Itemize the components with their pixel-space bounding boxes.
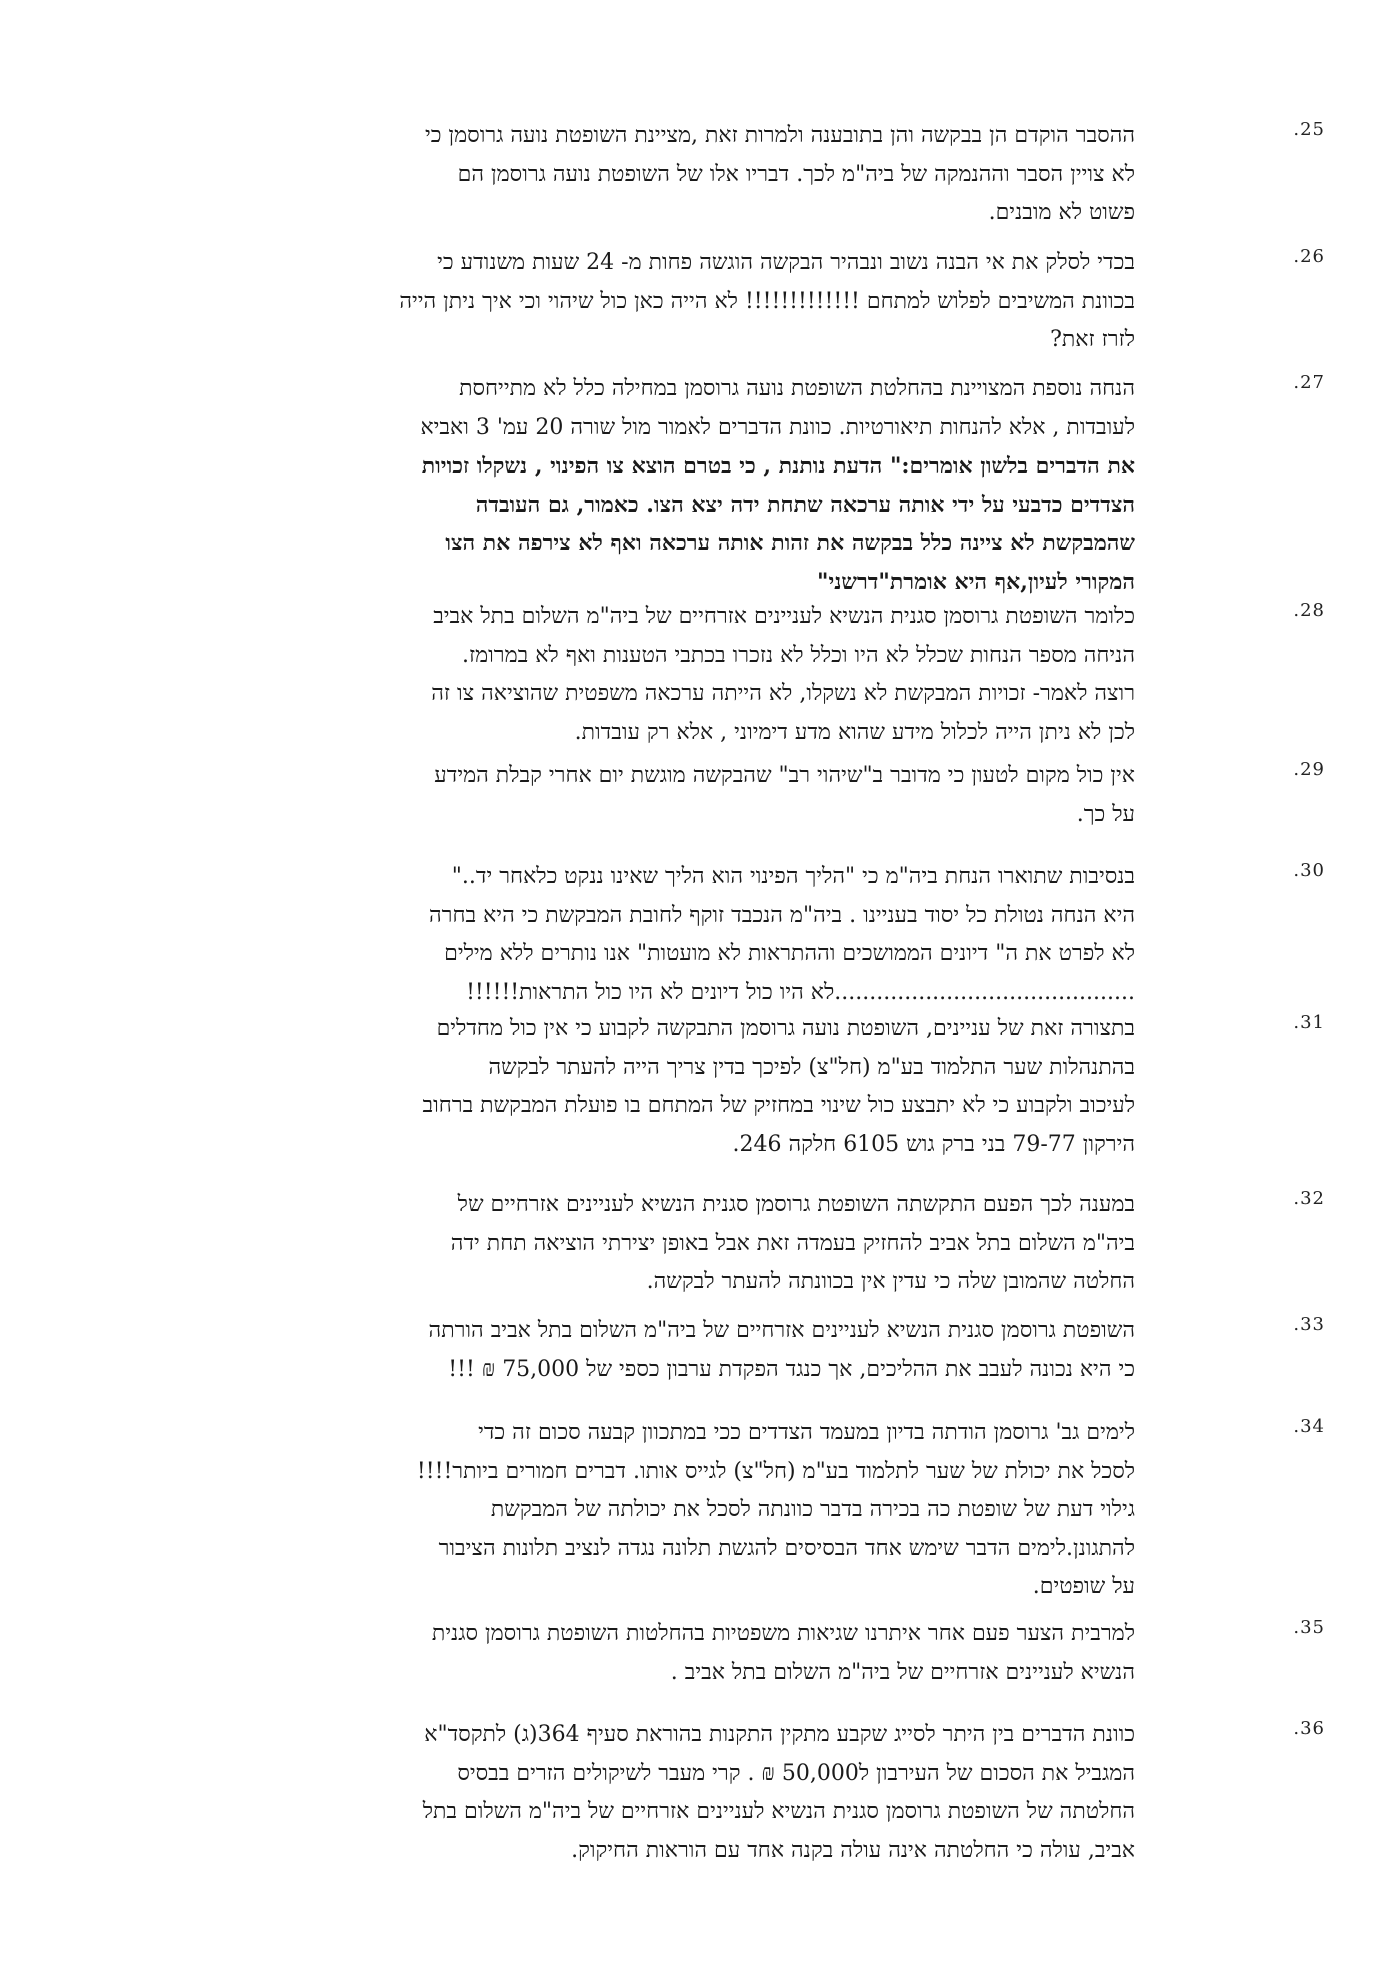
paragraph-text [205,1010,1135,1164]
paragraph-number: .25 [1293,119,1325,140]
text-line: כי היא נכונה לעבב את ההליכים, אך כנגד הפקדת ערבון כספי של 75,000 ₪ !!! [448,1356,1135,1382]
text-line: כוונת הדברים בין היתר לסייג שקבע מתקין התקנות בהוראת סעיף 364(ג) לתקסד"א [424,1722,1135,1747]
paragraph-number: .36 [1293,1718,1325,1739]
paragraph-text [205,757,1135,834]
paragraph-text [205,598,1135,752]
text-line: לכן לא ניתן הייה לכלול מידע שהוא מדע דימיוני , אלא רק עובדות. [574,719,1135,745]
paragraph-number: .32 [1293,1188,1325,1209]
text-line: בהתנהלות שער התלמוד בע"מ (חל"צ) לפיכך בדין צריך הייה להעתר לבקשה [488,1054,1135,1080]
text-line: הירקון 79-77 בני ברק גוש 6105 חלקה 246. [732,1131,1135,1157]
text-line: על שופטים. [1032,1574,1135,1599]
text-line: המגביל את הסכום של העירבון ל50,000 ₪ . קרי מעבר לשיקולים הזרים בבסיס [457,1760,1135,1786]
text-line: שהמבקשת לא ציינה כלל בבקשה את זהות אותה ערכאה ואף לא צירפה את הצו [445,530,1135,556]
text-line: ביה"מ השלום בתל אביב להחזיק בעמדה זאת אבל באופן יצירתי הוציאה תחת ידה [450,1230,1135,1256]
text-line: הניחה מספר הנחות שכלל לא היו וכלל לא נזכרו בכתבי הטענות ואף לא במרומז. [461,642,1135,668]
paragraph-number: .34 [1293,1416,1325,1437]
text-line: את הדברים בלשון אומרים:" הדעת נותנת , כי בטרם הוצא צו הפינוי , נשקלו זכויות [421,453,1135,479]
text-line: על כך. [1076,801,1135,827]
paragraph-text [205,858,1135,1012]
text-line: גילוי דעת של שופטת כה בכירה בדבר כוונתה לסכל את יכולתה של המבקשת [490,1497,1135,1522]
text-line: החלטה שהמובן שלה כי עדין אין בכוונתה להעתר לבקשה. [646,1269,1135,1294]
paragraph-number: .35 [1293,1617,1325,1638]
paragraph-number: .28 [1293,600,1325,621]
paragraph-number: .33 [1293,1314,1325,1335]
text-line: לעיכוב ולקבוע כי לא יתבצע כול שינוי במחזיק של המתחם בו פועלת המבקשת ברחוב [422,1093,1135,1118]
paragraph-text [205,244,1135,360]
text-line: כלומר השופטת גרוסמן סגנית הנשיא לעניינים אזרחיים של ביה"מ השלום בתל אביב [433,604,1135,629]
paragraph-number: .27 [1293,372,1325,393]
text-line: למרבית הצער פעם אחר איתרנו שגיאות משפטיות בהחלטות השופטת גרוסמן סגנית [431,1621,1135,1646]
text-line: השופטת גרוסמן סגנית הנשיא לעניינים אזרחיים של ביה"מ השלום בתל אביב הורתה [428,1318,1135,1343]
text-line: בתצורה זאת של עניינים, השופטת נועה גרוסמן התבקשה לקבוע כי אין כול מחדלים [436,1016,1135,1041]
text-line: אין כול מקום לטעון כי מדובר ב"שיהוי רב" שהבקשה מוגשת יום אחרי קבלת המידע [434,763,1135,788]
paragraph-text [205,370,1135,601]
text-line: רוצה לאמר- זכויות המבקשת לא נשקלו, לא הייתה ערכאה משפטית שהוציאה צו זה [431,681,1135,706]
text-line: פשוט לא מובנים. [988,200,1135,225]
text-line: לעובדות , אלא להנחות תיאורטיות. כוונת הדברים לאמור מול שורה 20 עמ' 3 ואביא [420,414,1135,440]
paragraph-text [205,1414,1135,1607]
text-line: להתגונן.לימים הדבר שימש אחד הבסיסים להגשת תלונה נגדה לנציב תלונות הציבור [438,1535,1135,1561]
text-line: ...........................................לא היו כול דיונים לא היו כול התראות!!!!!! [466,979,1135,1005]
text-line: לא לפרט את ה" דיונים הממושכים וההתראות לא מועטות" אנו נותרים ללא מילים [444,941,1135,966]
text-line: המקורי לעיון,אף היא אומרת"דרשני" [817,568,1135,595]
paragraph-text [205,1716,1135,1870]
paragraph-number: .26 [1293,246,1325,267]
text-line: בכוונת המשיבים לפלוש למתחם !!!!!!!!!!!!! לא הייה כאן כול שיהוי וכי איך ניתן הייה [399,288,1135,314]
text-line: במענה לכך הפעם התקשתה השופטת גרוסמן סגנית הנשיא לעניינים אזרחיים של [457,1192,1135,1217]
text-line: הנשיא לעניינים אזרחיים של ביה"מ השלום בתל אביב . [670,1659,1135,1685]
paragraph-text [205,117,1135,233]
paragraph-number: .30 [1293,860,1325,881]
text-line: לסכל את יכולת של שער לתלמוד בע"מ (חל"צ) לגייס אותו. דברים חמורים ביותר!!!! [416,1458,1135,1484]
text-line: אביב, עולה כי החלטתה אינה עולה בקנה אחד עם הוראות החיקוק. [571,1837,1135,1863]
text-line: ההסבר הוקדם הן בבקשה והן בתובענה ולמרות זאת ,מציינת השופטת נועה גרוסמן כי [425,123,1135,148]
paragraph-number: .29 [1293,759,1325,780]
text-line: הנחה נוספת המצויינת בהחלטת השופטת נועה גרוסמן במחילה כלל לא מתייחסת [459,376,1135,401]
text-line: בנסיבות שתוארו הנחת ביה"מ כי "הליך הפינוי הוא הליך שאינו ננקט כלאחר יד.." [451,864,1135,889]
text-line: היא הנחה נטולת כל יסוד בעניינו . ביה"מ הנכבד זוקף לחובת המבקשת כי היא בחרה [429,902,1135,928]
text-line: לימים גב' גרוסמן הודתה בדיון במעמד הצדדים ככי במתכוון קבעה סכום זה כדי [478,1420,1135,1445]
text-line: בכדי לסלק את אי הבנה נשוב ונבהיר הבקשה הוגשה פחות מ- 24 שעות משנודע כי [437,250,1135,275]
paragraph-text [205,1186,1135,1302]
text-line: החלטתה של השופטת גרוסמן סגנית הנשיא לעניינים אזרחיים של ביה"מ השלום בתל [422,1799,1135,1824]
paragraph-number: .31 [1293,1012,1325,1033]
text-line: לזרז זאת? [1050,327,1135,352]
paragraph-text [205,1615,1135,1692]
text-line: הצדדים כדבעי על ידי אותה ערכאה שתחת ידה יצא הצו. כאמור, גם העובדה [475,491,1135,518]
text-line: לא צויין הסבר וההנמקה של ביה"מ לכך. דבריו אלו של השופטת נועה גרוסמן הם [457,161,1135,187]
paragraph-text [205,1312,1135,1389]
